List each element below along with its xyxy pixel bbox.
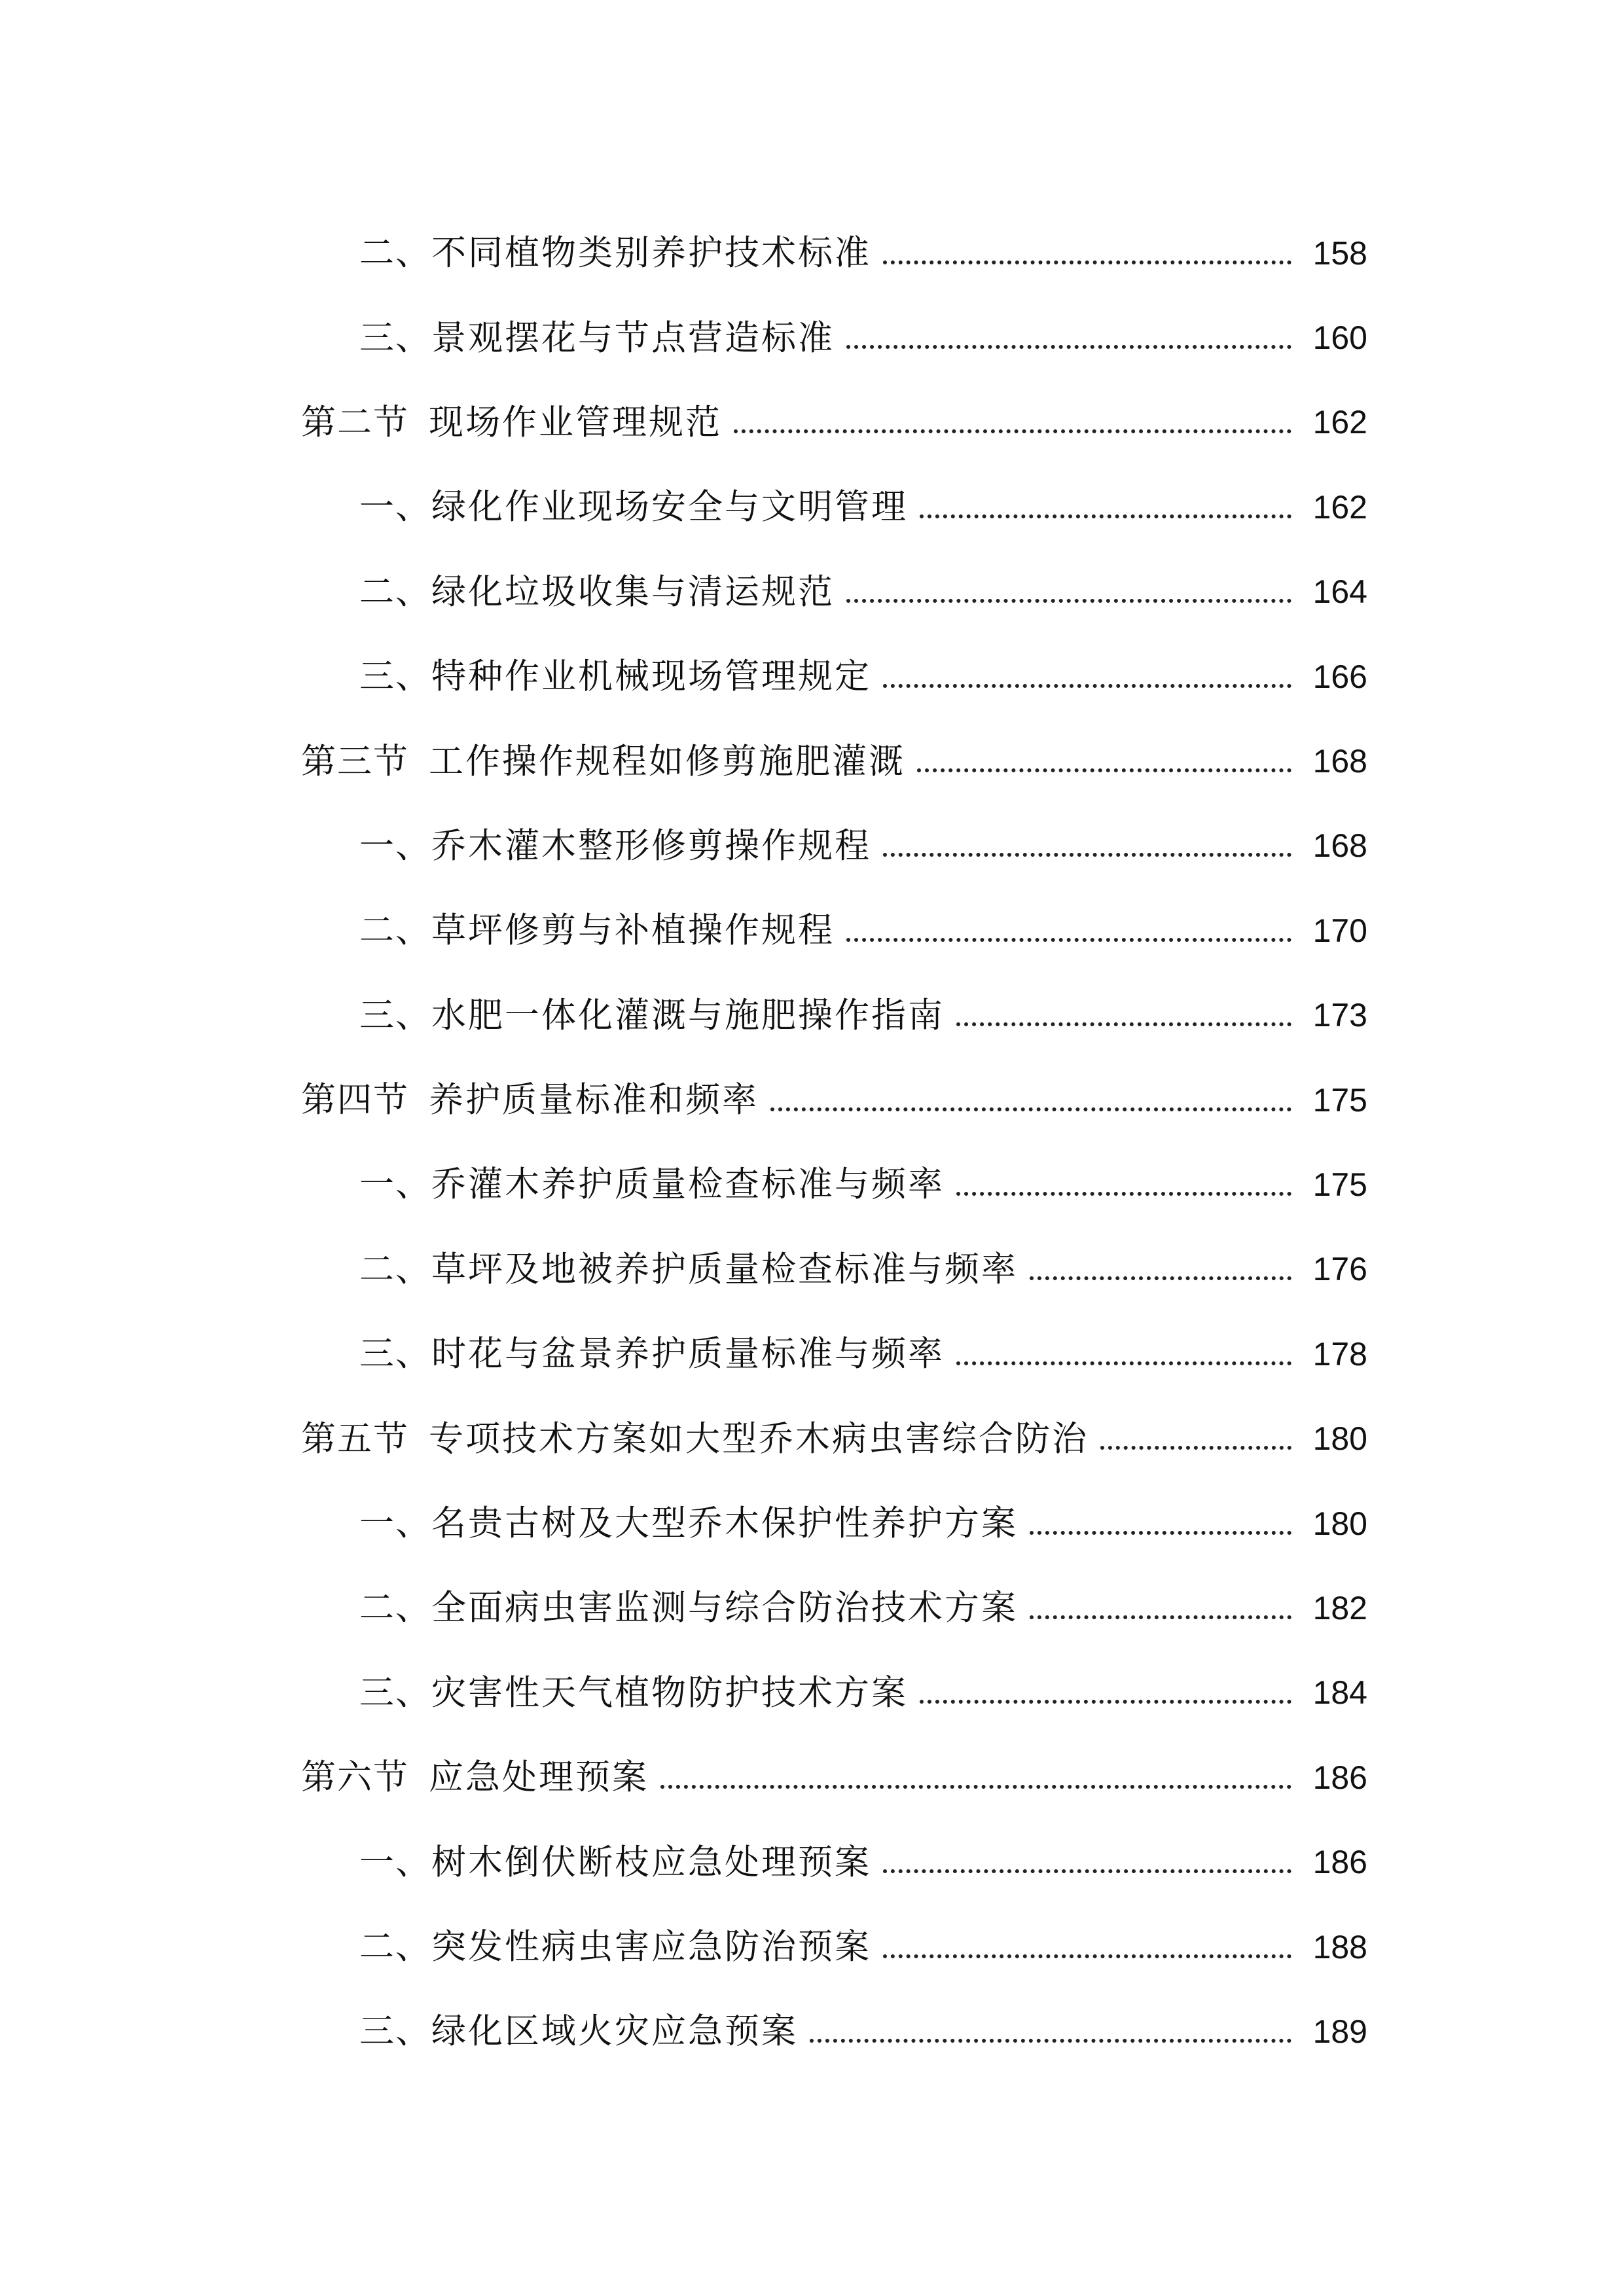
toc-subsection-entry[interactable] [0,804,1624,888]
toc-entry-heading [301,1757,649,1798]
toc-entry-title: 现场作业管理规范 [429,402,722,442]
toc-dot-leader [956,1361,1291,1365]
toc-subsection-entry[interactable] [0,211,1624,295]
toc-entry-number: 第四节 [301,1080,409,1121]
toc-subsection-entry[interactable] [0,1820,1624,1904]
toc-section-entry[interactable] [0,1396,1624,1480]
toc-page-number: 178 [1312,1335,1367,1372]
toc-page-number: 158 [1312,234,1367,272]
toc-entry-heading [301,741,905,781]
toc-entry-heading [359,317,835,358]
toc-entry-title: 名贵古树及大型乔木保护性养护方案 [431,1503,1018,1544]
toc-entry-heading [359,571,835,612]
toc-page-number: 162 [1312,404,1367,441]
toc-page-number: 170 [1312,912,1367,949]
toc-entry-title: 时花与盆景养护质量标准与频率 [431,1334,945,1374]
toc-dot-leader [770,1107,1291,1111]
toc-dot-leader [883,684,1291,688]
toc-entry-heading [359,1503,1018,1544]
toc-entry-number: 三、 [359,1334,431,1374]
toc-section-entry[interactable] [0,1735,1624,1820]
toc-entry-number: 第三节 [301,741,409,781]
toc-entry-heading [359,487,908,528]
toc-entry-title: 不同植物类别养护技术标准 [431,233,871,274]
toc-entry-number: 二、 [359,910,431,951]
toc-section-entry[interactable] [0,1058,1624,1142]
toc-subsection-entry[interactable] [0,550,1624,634]
toc-entry-heading [359,995,945,1035]
toc-page-number: 176 [1312,1251,1367,1288]
toc-subsection-entry[interactable] [0,1989,1624,2073]
toc-entry-heading [359,233,871,274]
toc-dot-leader [956,1022,1291,1026]
toc-entry-title: 乔木灌木整形修剪操作规程 [431,825,871,866]
toc-page-number: 189 [1312,2013,1367,2050]
toc-entry-title: 特种作业机械现场管理规定 [431,656,871,697]
toc-entry-title: 景观摆花与节点营造标准 [431,317,835,358]
toc-page-number: 175 [1312,1081,1367,1119]
toc-entry-heading [301,1080,759,1121]
toc-subsection-entry[interactable] [0,465,1624,549]
toc-page-number: 160 [1312,319,1367,357]
toc-entry-number: 三、 [359,317,431,358]
toc-entry-number: 一、 [359,1503,431,1544]
toc-page-number: 168 [1312,827,1367,865]
toc-entry-title: 绿化区域火灾应急预案 [431,2011,798,2052]
toc-subsection-entry[interactable] [0,295,1624,380]
toc-dot-leader [917,768,1291,772]
toc-dot-leader [846,599,1291,603]
toc-subsection-entry[interactable] [0,1566,1624,1650]
toc-page-number: 162 [1312,488,1367,526]
toc-subsection-entry[interactable] [0,1481,1624,1566]
toc-entry-heading [301,402,722,442]
toc-page-number: 168 [1312,743,1367,780]
toc-dot-leader [956,1192,1291,1196]
toc-dot-leader [810,2039,1291,2043]
toc-entry-heading [301,1418,1089,1459]
toc-dot-leader [846,345,1291,349]
toc-entry-number: 二、 [359,233,431,274]
toc-entry-number: 第五节 [301,1418,409,1459]
toc-entry-title: 草坪及地被养护质量检查标准与频率 [431,1249,1018,1289]
toc-entry-heading [359,1927,871,1967]
toc-entry-number: 一、 [359,1842,431,1882]
toc-dot-leader [920,1700,1291,1704]
toc-entry-heading [359,2011,798,2052]
toc-dot-leader [883,260,1291,264]
toc-page-number: 175 [1312,1166,1367,1203]
toc-entry-title: 专项技术方案如大型乔木病虫害综合防治 [429,1418,1089,1459]
toc-dot-leader [734,429,1291,433]
toc-entry-number: 二、 [359,571,431,612]
toc-entry-heading [359,1842,871,1882]
toc-dot-leader [920,514,1291,518]
toc-subsection-entry[interactable] [0,634,1624,719]
toc-section-entry[interactable] [0,719,1624,803]
toc-page-number: 166 [1312,658,1367,695]
toc-subsection-entry[interactable] [0,1142,1624,1227]
toc-entry-title: 灾害性天气植物防护技术方案 [431,1672,908,1713]
toc-entry-heading [359,1249,1018,1289]
toc-page-number: 182 [1312,1589,1367,1626]
toc-dot-leader [660,1785,1291,1789]
toc-subsection-entry[interactable] [0,1905,1624,1989]
toc-entry-title: 工作操作规程如修剪施肥灌溉 [429,741,905,781]
toc-entry-title: 草坪修剪与补植操作规程 [431,910,835,951]
table-of-contents [0,211,1624,2074]
toc-dot-leader [883,1869,1291,1873]
toc-entry-number: 第六节 [301,1757,409,1798]
toc-subsection-entry[interactable] [0,1312,1624,1396]
toc-entry-heading [359,1164,945,1205]
toc-dot-leader [1030,1276,1291,1280]
toc-entry-number: 二、 [359,1249,431,1289]
toc-entry-heading [359,910,835,951]
toc-page-number: 180 [1312,1505,1367,1542]
toc-entry-title: 绿化作业现场安全与文明管理 [431,487,908,528]
toc-entry-heading [359,1672,908,1713]
toc-entry-number: 二、 [359,1927,431,1967]
toc-entry-number: 一、 [359,1164,431,1205]
toc-page-number: 173 [1312,997,1367,1034]
toc-entry-title: 绿化垃圾收集与清运规范 [431,571,835,612]
toc-dot-leader [1030,1615,1291,1619]
toc-entry-heading [359,825,871,866]
toc-entry-number: 一、 [359,825,431,866]
toc-entry-title: 突发性病虫害应急防治预案 [431,1927,871,1967]
toc-dot-leader [846,938,1291,942]
toc-subsection-entry[interactable] [0,973,1624,1058]
toc-entry-title: 全面病虫害监测与综合防治技术方案 [431,1588,1018,1628]
toc-page-number: 186 [1312,1759,1367,1796]
toc-entry-number: 一、 [359,487,431,528]
toc-entry-title: 树木倒伏断枝应急处理预案 [431,1842,871,1882]
toc-entry-number: 三、 [359,1672,431,1713]
toc-entry-number: 第二节 [301,402,409,442]
toc-section-entry[interactable] [0,380,1624,465]
toc-page-number: 188 [1312,1928,1367,1965]
toc-entry-title: 应急处理预案 [429,1757,649,1798]
toc-dot-leader [883,1954,1291,1958]
toc-entry-heading [359,656,871,697]
toc-dot-leader [1030,1531,1291,1535]
toc-entry-number: 三、 [359,995,431,1035]
toc-entry-title: 水肥一体化灌溉与施肥操作指南 [431,995,945,1035]
toc-entry-title: 乔灌木养护质量检查标准与频率 [431,1164,945,1205]
toc-page-number: 186 [1312,1844,1367,1881]
toc-page-number: 180 [1312,1420,1367,1458]
toc-page-number: 184 [1312,1674,1367,1712]
toc-subsection-entry[interactable] [0,888,1624,973]
toc-entry-heading [359,1588,1018,1628]
toc-subsection-entry[interactable] [0,1651,1624,1735]
toc-page-number: 164 [1312,573,1367,611]
toc-entry-title: 养护质量标准和频率 [429,1080,759,1121]
toc-entry-number: 三、 [359,656,431,697]
toc-entry-number: 二、 [359,1588,431,1628]
toc-subsection-entry[interactable] [0,1227,1624,1312]
toc-entry-number: 三、 [359,2011,431,2052]
toc-dot-leader [1100,1446,1291,1450]
toc-entry-heading [359,1334,945,1374]
toc-dot-leader [883,853,1291,857]
